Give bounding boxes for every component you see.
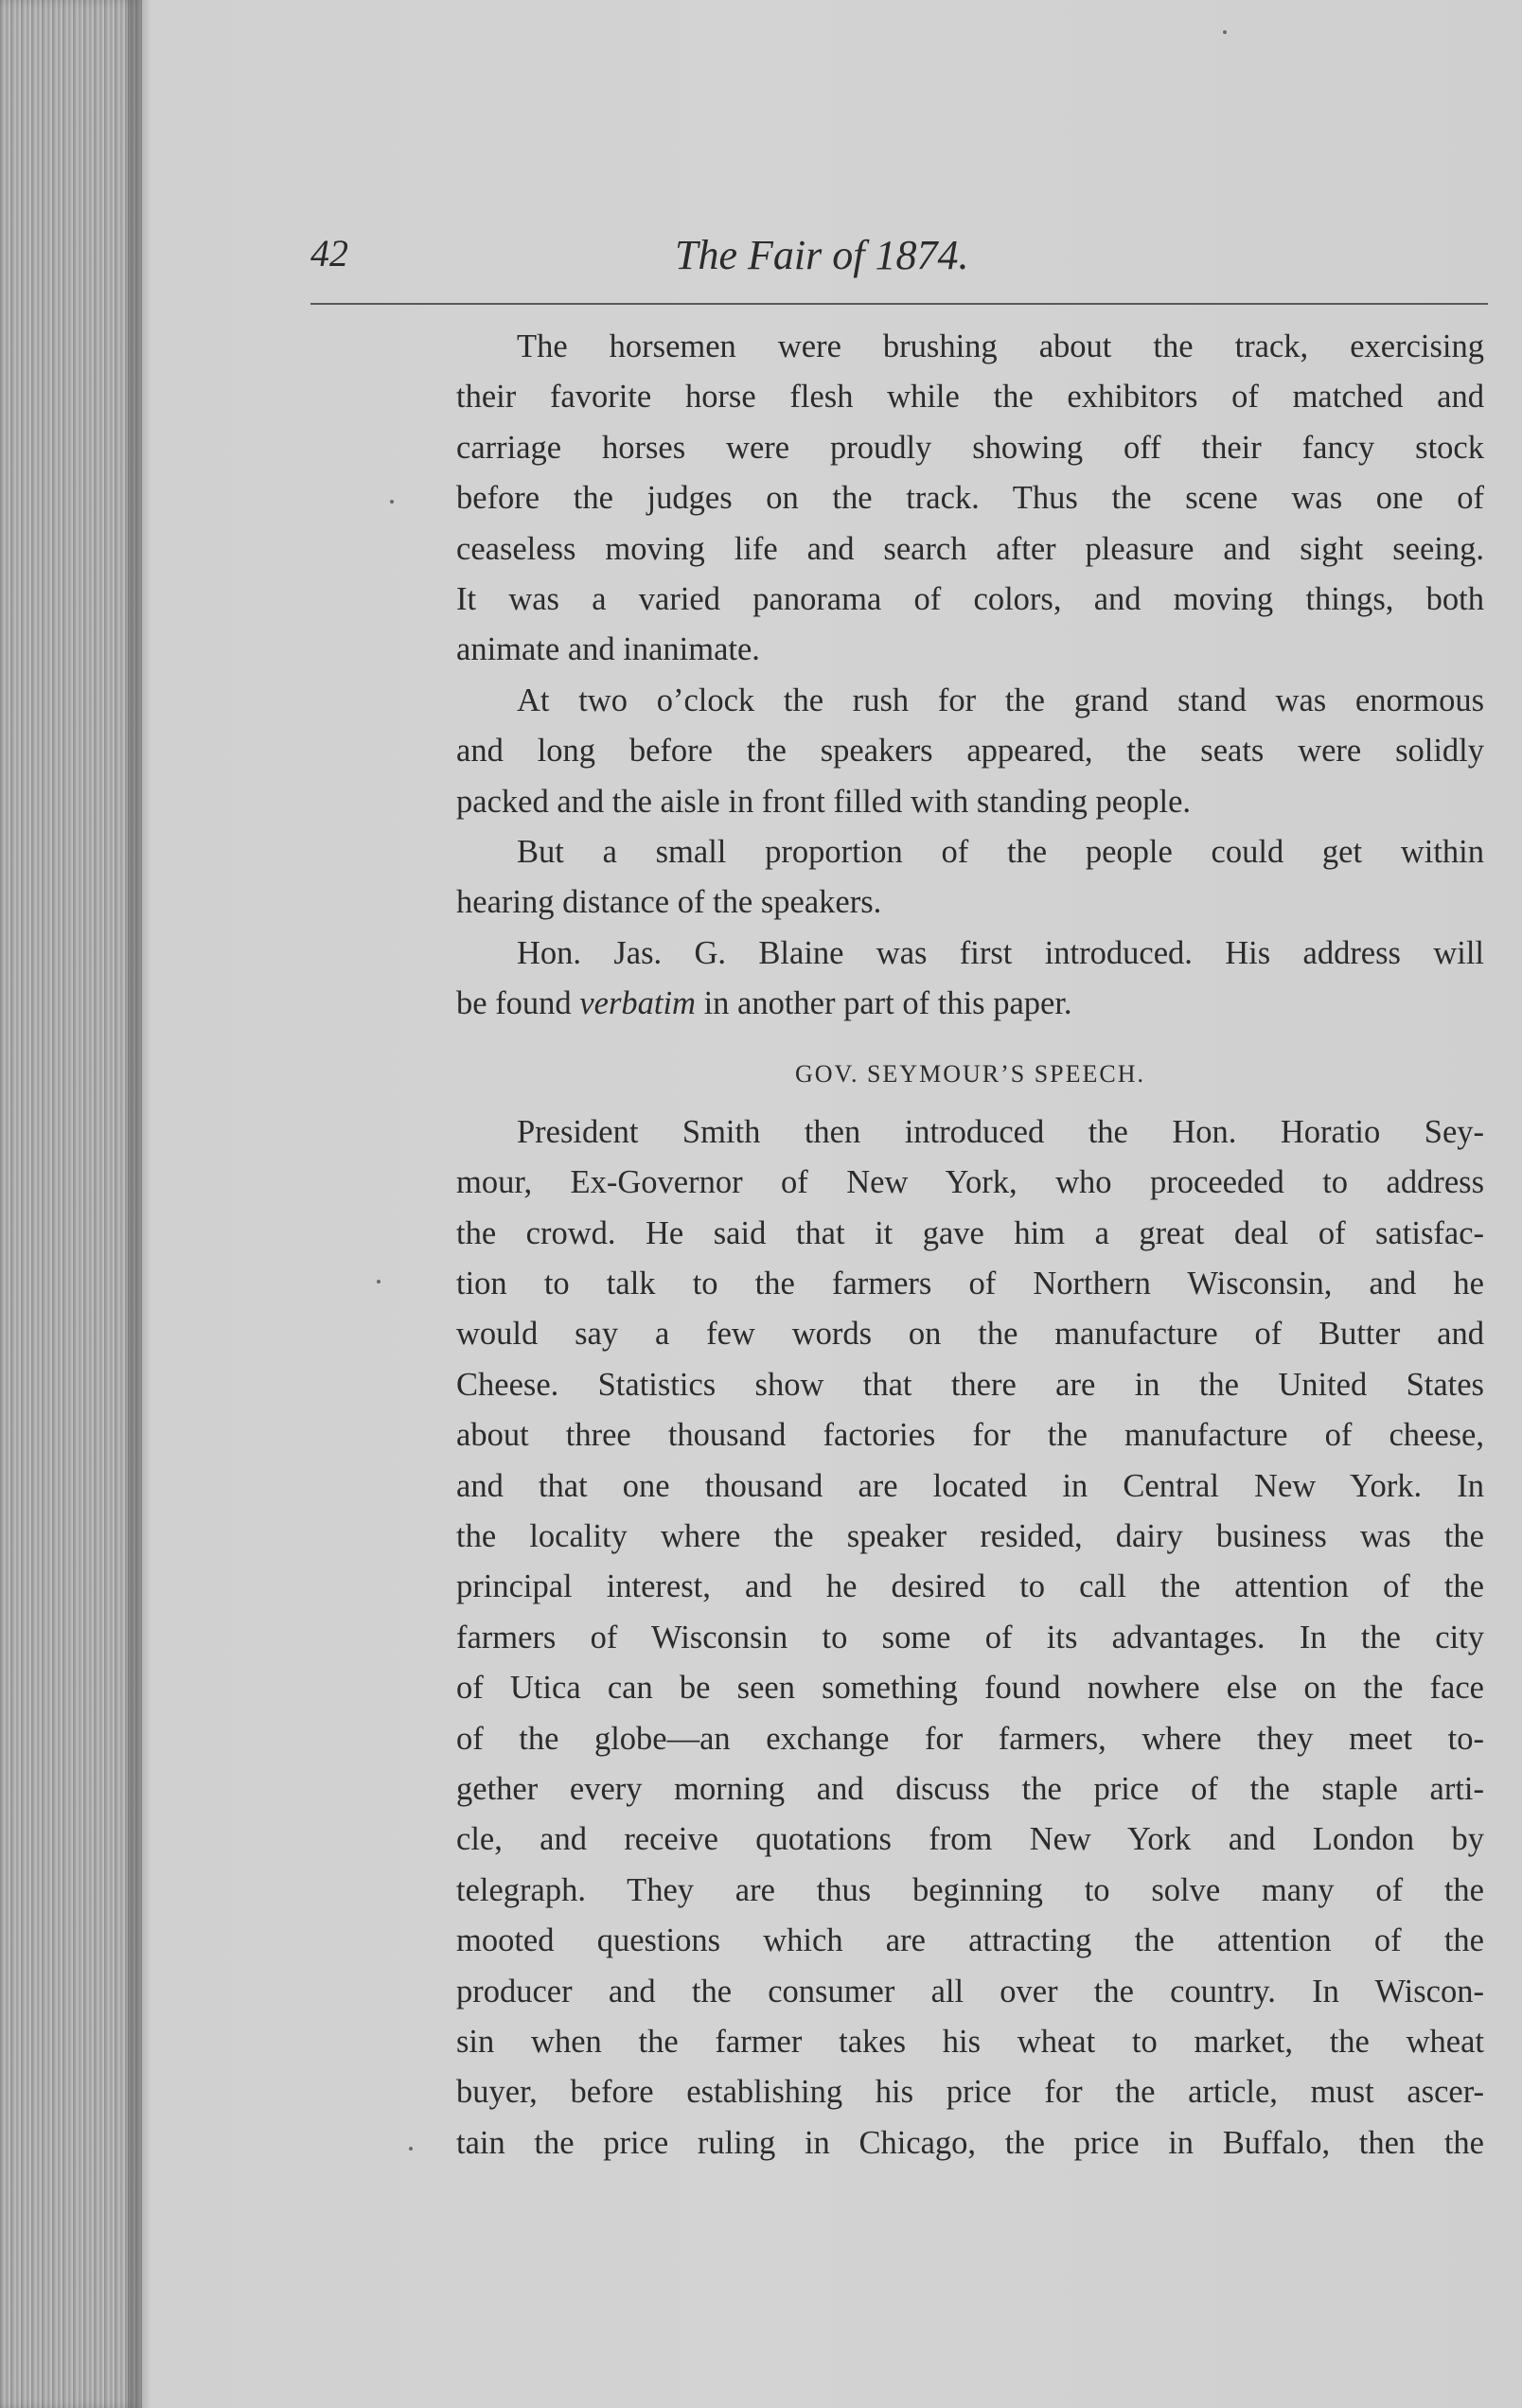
text-run: in another part of this paper. [703,985,1072,1022]
text-line: the locality where the speaker resided, dairy business was the [456,1517,1484,1554]
text-line: sin when the farmer takes his wheat to market, the wheat [456,2024,1484,2060]
text-line: telegraph. They are thus beginning to solve many of the [456,1871,1484,1908]
text-line: tain the price ruling in Chicago, the price in Buffalo, then the [456,2124,1484,2161]
header-rule [310,303,1488,305]
text-line: the crowd. He said that it gave him a great deal of satisfac- [456,1214,1484,1251]
paragraph-proportion [456,827,1484,929]
text-line: about three thousand factories for the manufacture of cheese, [456,1417,1484,1454]
text-line: carriage horses were proudly showing off their fancy stock [456,429,1484,466]
paragraph-seymour-speech [456,1107,1484,2169]
text-line: and long before the speakers appeared, the seats were solidly [456,733,1484,770]
text-line: The horsemen were brushing about the track, exercising [517,328,1484,364]
text-line: It was a varied panorama of colors, and moving things, both [456,581,1484,618]
text-run: be found [456,985,572,1022]
text-line: producer and the consumer all over the country. In Wiscon- [456,1973,1484,2010]
book-page-edges [0,0,142,2408]
running-head [310,223,1488,290]
text-line: But a small proportion of the people could get within [517,834,1484,871]
text-line: gether every morning and discuss the price of the staple arti- [456,1770,1484,1807]
text-line: mooted questions which are attracting the attention of the [456,1922,1484,1959]
paper-speck [390,500,394,504]
text-line: hearing distance of the speakers. [456,884,882,921]
paper-speck [1223,30,1227,34]
paper-speck [377,1280,380,1284]
text-line: cle, and receive quotations from New York and London by [456,1821,1484,1858]
text-line: animate and inanimate. [456,631,760,668]
italic-text: verbatim [579,985,696,1022]
section-heading: GOV. SEYMOUR’S SPEECH. [794,1059,1146,1088]
text-line: of Utica can be seen something found nowhere else on the face [456,1670,1484,1707]
text-line: buyer, before establishing his price for the article, must ascer- [456,2074,1484,2111]
text-line: before the judges on the track. Thus the scene was one of [456,480,1484,517]
paragraph-blaine [456,929,1484,1030]
text-line: principal interest, and he desired to call the attention of the [456,1568,1484,1605]
text-line: ceaseless moving life and search after pleasure and sight seeing. [456,530,1484,567]
paragraph-grand-stand [456,676,1484,827]
text-line: their favorite horse flesh while the exhibitors of matched and [456,379,1484,416]
text-line: Cheese. Statistics show that there are in the United States [456,1366,1484,1403]
text-line: Hon. Jas. G. Blaine was first introduced. His address will [517,934,1484,971]
page-number: 42 [310,232,348,274]
paragraph-horsemen [456,322,1484,676]
text-line: packed and the aisle in front filled with standing people. [456,783,1192,820]
text-line: farmers of Wisconsin to some of its advantages. In the city [456,1619,1484,1656]
paper-speck [409,2147,413,2151]
text-line: mour, Ex-Governor of New York, who proceeded to address [456,1164,1484,1201]
text-line [456,979,1484,1029]
body-text [456,322,1484,2169]
text-line: and that one thousand are located in Central New York. In [456,1467,1484,1504]
text-line: would say a few words on the manufacture of Butter and [456,1316,1484,1353]
text-line: President Smith then introduced the Hon. Horatio Sey- [517,1113,1484,1150]
text-line: At two o’clock the rush for the grand stand was enormous [517,682,1484,718]
running-title: The Fair of 1874. [675,232,969,278]
text-line: tion to talk to the farmers of Northern Wisconsin, and he [456,1265,1484,1301]
text-line: of the globe—an exchange for farmers, where they meet to- [456,1720,1484,1757]
